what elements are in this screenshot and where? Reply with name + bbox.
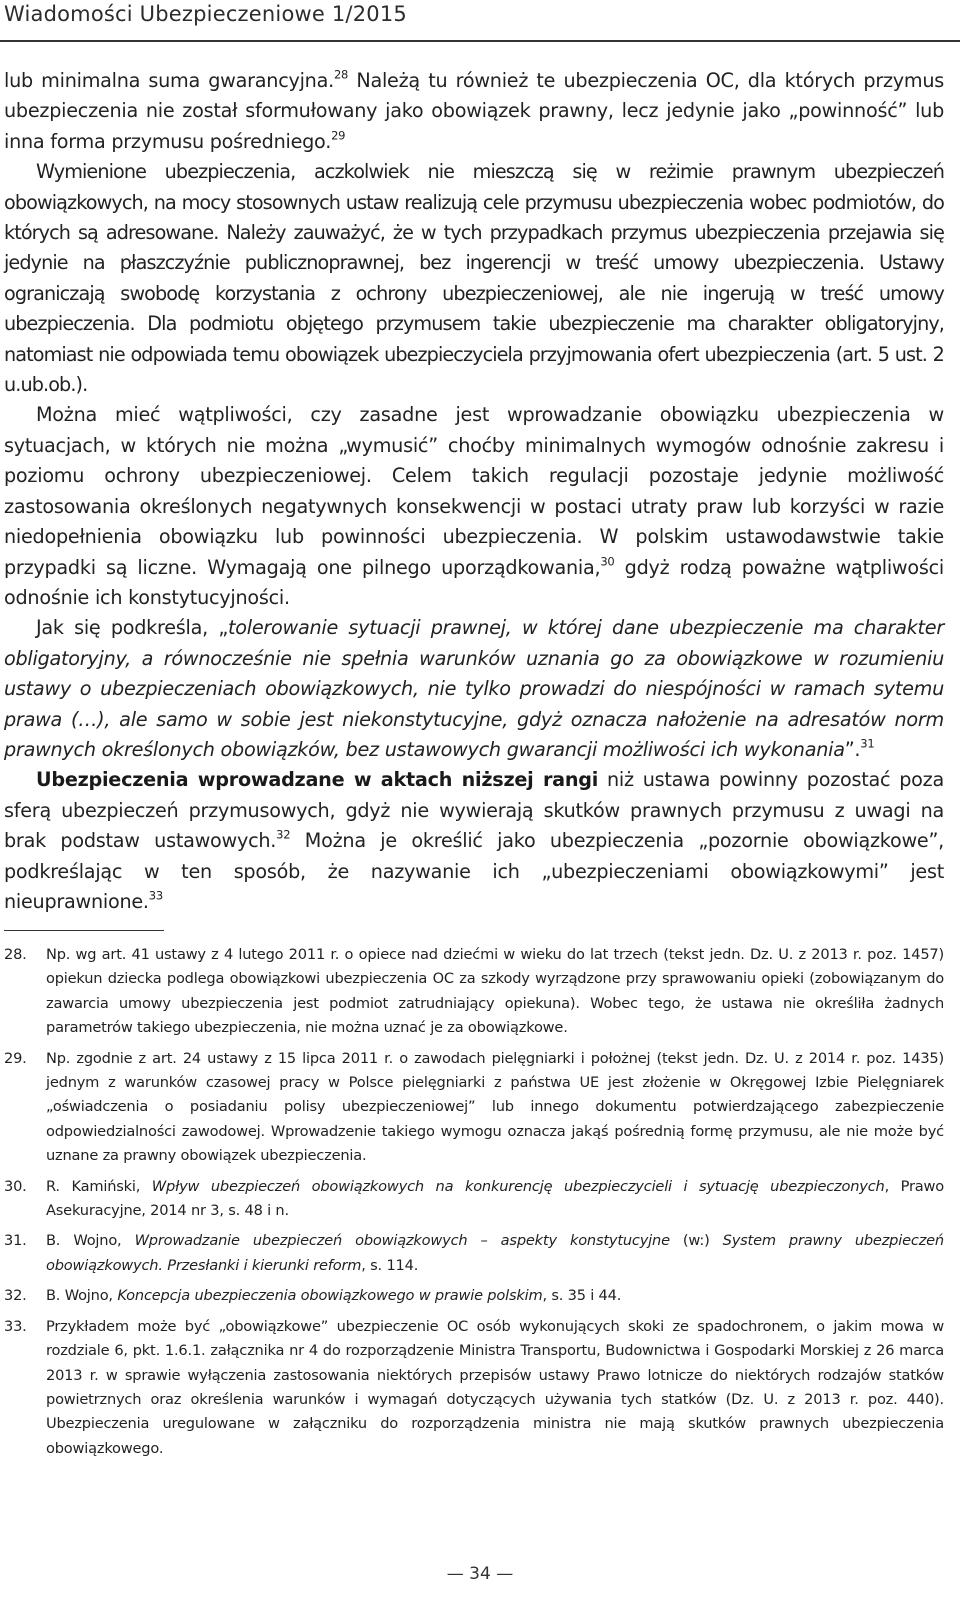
- body-text: [4, 66, 944, 917]
- header-rule: [0, 40, 960, 42]
- footnote-title: Wprowadzanie ubezpieczeń obowiązkowych – aspekty konstytucyjne: [134, 1232, 670, 1250]
- page-number: — 34 —: [446, 1564, 514, 1584]
- footnote-29: [4, 1047, 944, 1169]
- footnotes: [4, 943, 944, 1461]
- footnote-text: B. Wojno, Wprowadzanie ubezpieczeń obowiązkowych – aspekty konstytucyjne (w:) System prawny ubezpieczeń obowiązkowych. Przesłanki i kierunki reform, s. 114.: [46, 1232, 944, 1274]
- footnote-number: 29.: [4, 1049, 27, 1067]
- footnote-30: [4, 1175, 944, 1224]
- footnote-number: 31.: [4, 1232, 27, 1250]
- footnote-32: [4, 1284, 944, 1308]
- footnote-number: 33.: [4, 1317, 27, 1335]
- paragraph-2: Wymienione ubezpieczenia, aczkolwiek nie mieszczą się w reżimie prawnym ubezpieczeń obowiązkowych, na mocy stosownych ustaw realizują cele przymusu ubezpieczenia wobec podmiotów, do których są adresowane. Należy zauważyć, że w tych przypadkach przymus ubezpieczenia przejawia się jedynie na płaszczyźnie publicznoprawnej, bez ingerencji w treść umowy ubezpieczenia. Ustawy ograniczają swobodę korzystania z ochrony ubezpieczeniowej, ale nie ingerują w treść umowy ubezpieczenia. Dla podmiotu objętego przymusem takie ubezpieczenie ma charakter obligatoryjny, natomiast nie odpowiada temu obowiązek ubezpieczyciela przyjmowania ofert ubezpieczenia (art. 5 ust. 2 u.ub.ob.).: [4, 160, 944, 397]
- footnote-ref-31[interactable]: 31: [860, 736, 875, 751]
- footnote-number: 30.: [4, 1177, 27, 1195]
- footnote-text: B. Wojno, Koncepcja ubezpieczenia obowiązkowego w prawie polskim, s. 35 i 44.: [46, 1287, 622, 1305]
- paragraph-3: Można mieć wątpliwości, czy zasadne jest wprowadzanie obowiązku ubezpieczenia w sytuacjach, w których nie można „wymusić” choćby minimalnych wymogów odnośnie zakresu i poziomu ochrony ubezpieczeniowej. Celem takich regulacji pozostaje jedynie możliwość zastosowania określonych negatywnych konsekwencji w postaci utraty praw lub korzyści w razie niedopełnienia obowiązku lub powinności ubezpieczenia. W polskim ustawodawstwie takie przypadki są liczne. Wymagają one pilnego uporządkowania,$^{30}$ gdyż rodzą poważne wątpliwości odnośnie ich konstytucyjności.: [4, 403, 944, 609]
- footnote-31: [4, 1229, 944, 1278]
- footnote-separator: [4, 930, 164, 931]
- paragraph-4-quotation: Jak się podkreśla, „tolerowanie sytuacji prawnej, w której dane ubezpieczenie ma charakter obligatoryjny, a równocześnie nie spełnia warunków uznania go za obowiązkowe w rozumieniu ustawy o ubezpieczeniach obowiązkowych, nie tylko prowadzi do niespójności w ramach sytemu prawa (…), ale samo w sobie jest niekonstytucyjne, gdyż oznacza nałożenie na adresatów norm prawnych określonych obowiązków, bez ustawowych gwarancji możliwości ich wykonania”.$^{31}$: [4, 616, 944, 761]
- footnote-ref-28[interactable]: 28: [333, 67, 349, 82]
- paragraph-5: Ubezpieczenia wprowadzane w aktach niższej rangi niż ustawa powinny pozostać poza sferą ubezpieczeń przymusowych, gdyż nie wywierają skutków prawnych przymusu z uwagi na brak podstaw ustawowych.$^{32}$ Można je określić jako ubezpieczenia „pozornie obowiązkowe”, podkreślając w ten sposób, że nazywanie ich „ubezpieczeniami obowiązkowymi” jest nieuprawnione.$^{33}$: [4, 768, 945, 913]
- footnote-title: Wpływ ubezpieczeń obowiązkowych na konkurencję ubezpieczycieli i sytuację ubezpieczonych: [151, 1177, 885, 1195]
- footnote-33: [4, 1315, 944, 1461]
- footnote-number: 28.: [4, 946, 27, 963]
- footnote-text: Np. zgodnie z art. 24 ustawy z 15 lipca 2011 r. o zawodach pielęgniarki i położnej (tekst jedn. Dz. U. z 2014 r. poz. 1435) jednym z warunków czasowej pracy w Polsce pielęgniarki z państwa UE jest złożenie w Okręgowej Izbie Pielęgniarek „oświadczenia o posiadaniu polisy ubezpieczeniowej” lub innego dokumentu potwierdzającego zabezpieczenie odpowiedzialności zawodowej. Wprowadzenie takiego wymogu oznacza jakąś pośrednią formę przymusu, ale nie może być uznane za prawny obowiązek ubezpieczenia.: [46, 1049, 944, 1165]
- footnote-text: Np. wg art. 41 ustawy z 4 lutego 2011 r. o opiece nad dziećmi w wieku do lat trzech (tekst jedn. Dz. U. z 2013 r. poz. 1457) opiekun dziecka podlega obowiązkowi ubezpieczenia OC za szkody wyrządzone przy sprawowaniu opieki (zobowiązanym do zawarcia umowy ubezpieczenia jest podmiot zatrudniający opiekuna). Wobec tego, że ustawa nie określiła żadnych parametrów takiego ubezpieczenia, nie można uznać je za obowiązkowe.: [46, 946, 944, 1037]
- footnote-ref-33[interactable]: 33: [148, 888, 163, 903]
- footnote-text: Przykładem może być „obowiązkowe” ubezpieczenie OC osób wykonujących skoki ze spadochronem, o jakim mowa w rozdziale 6, pkt. 1.6.1. załącznika nr 4 do rozporządzenie Ministra Transportu, Budownictwa i Gospodarki Morskiej z 26 marca 2013 r. w sprawie wyłączenia zastosowania niektórych przepisów ustawy Prawo lotnicze do niektórych rodzajów statków powietrznych oraz określenia warunków i wymagań dotyczących używania tych statków (Dz. U. z 2013 r. poz. 440). Ubezpieczenia uregulowane w załączniku do rozporządzenia ministra nie mają skutków prawnych ubezpieczenia obowiązkowego.: [46, 1317, 944, 1457]
- footnote-text: R. Kamiński, Wpływ ubezpieczeń obowiązkowych na konkurencję ubezpieczycieli i sytuację ubezpieczonych, Prawo Asekuracyjne, 2014 nr 3, s. 48 i n.: [46, 1177, 945, 1220]
- footnote-28: [4, 943, 944, 1041]
- footnote-number: 32.: [4, 1287, 27, 1305]
- footnote-title: System prawny ubezpieczeń obowiązkowych. Przesłanki i kierunki reform: [46, 1232, 944, 1274]
- footnote-ref-29[interactable]: 29: [331, 128, 346, 143]
- footnote-title: Koncepcja ubezpieczenia obowiązkowego w prawie polskim: [117, 1287, 543, 1305]
- footnote-ref-32[interactable]: 32: [276, 827, 291, 842]
- footnote-ref-30[interactable]: 30: [600, 553, 615, 568]
- bold-lead-phrase: Ubezpieczenia wprowadzane w aktach niższej rangi: [36, 768, 599, 792]
- quoted-italic-text: tolerowanie sytuacji prawnej, w której dane ubezpieczenie ma charakter obligatoryjny, a równocześnie nie spełnia warunków uznania go za obowiązkowe w rozumieniu ustawy o ubezpieczeniach obowiązkowych, nie tylko prowadzi do niespójności w ramach sytemu prawa (…), ale samo w sobie jest niekonstytucyjne, gdyż oznacza nałożenie na adresatów norm prawnych określonych obowiązków, bez ustawowych gwarancji możliwości ich wykonania: [4, 616, 944, 761]
- paragraph-1: lub minimalna suma gwarancyjna.$^{28}$ Należą tu również te ubezpieczenia OC, dla których przymus ubezpieczenia nie został sformułowany jako obowiązek prawny, lecz jedynie jako „powinność” lub inna forma przymusu pośredniego.$^{29}$: [4, 67, 944, 153]
- running-header: Wiadomości Ubezpieczeniowe 1/2015: [4, 2, 407, 26]
